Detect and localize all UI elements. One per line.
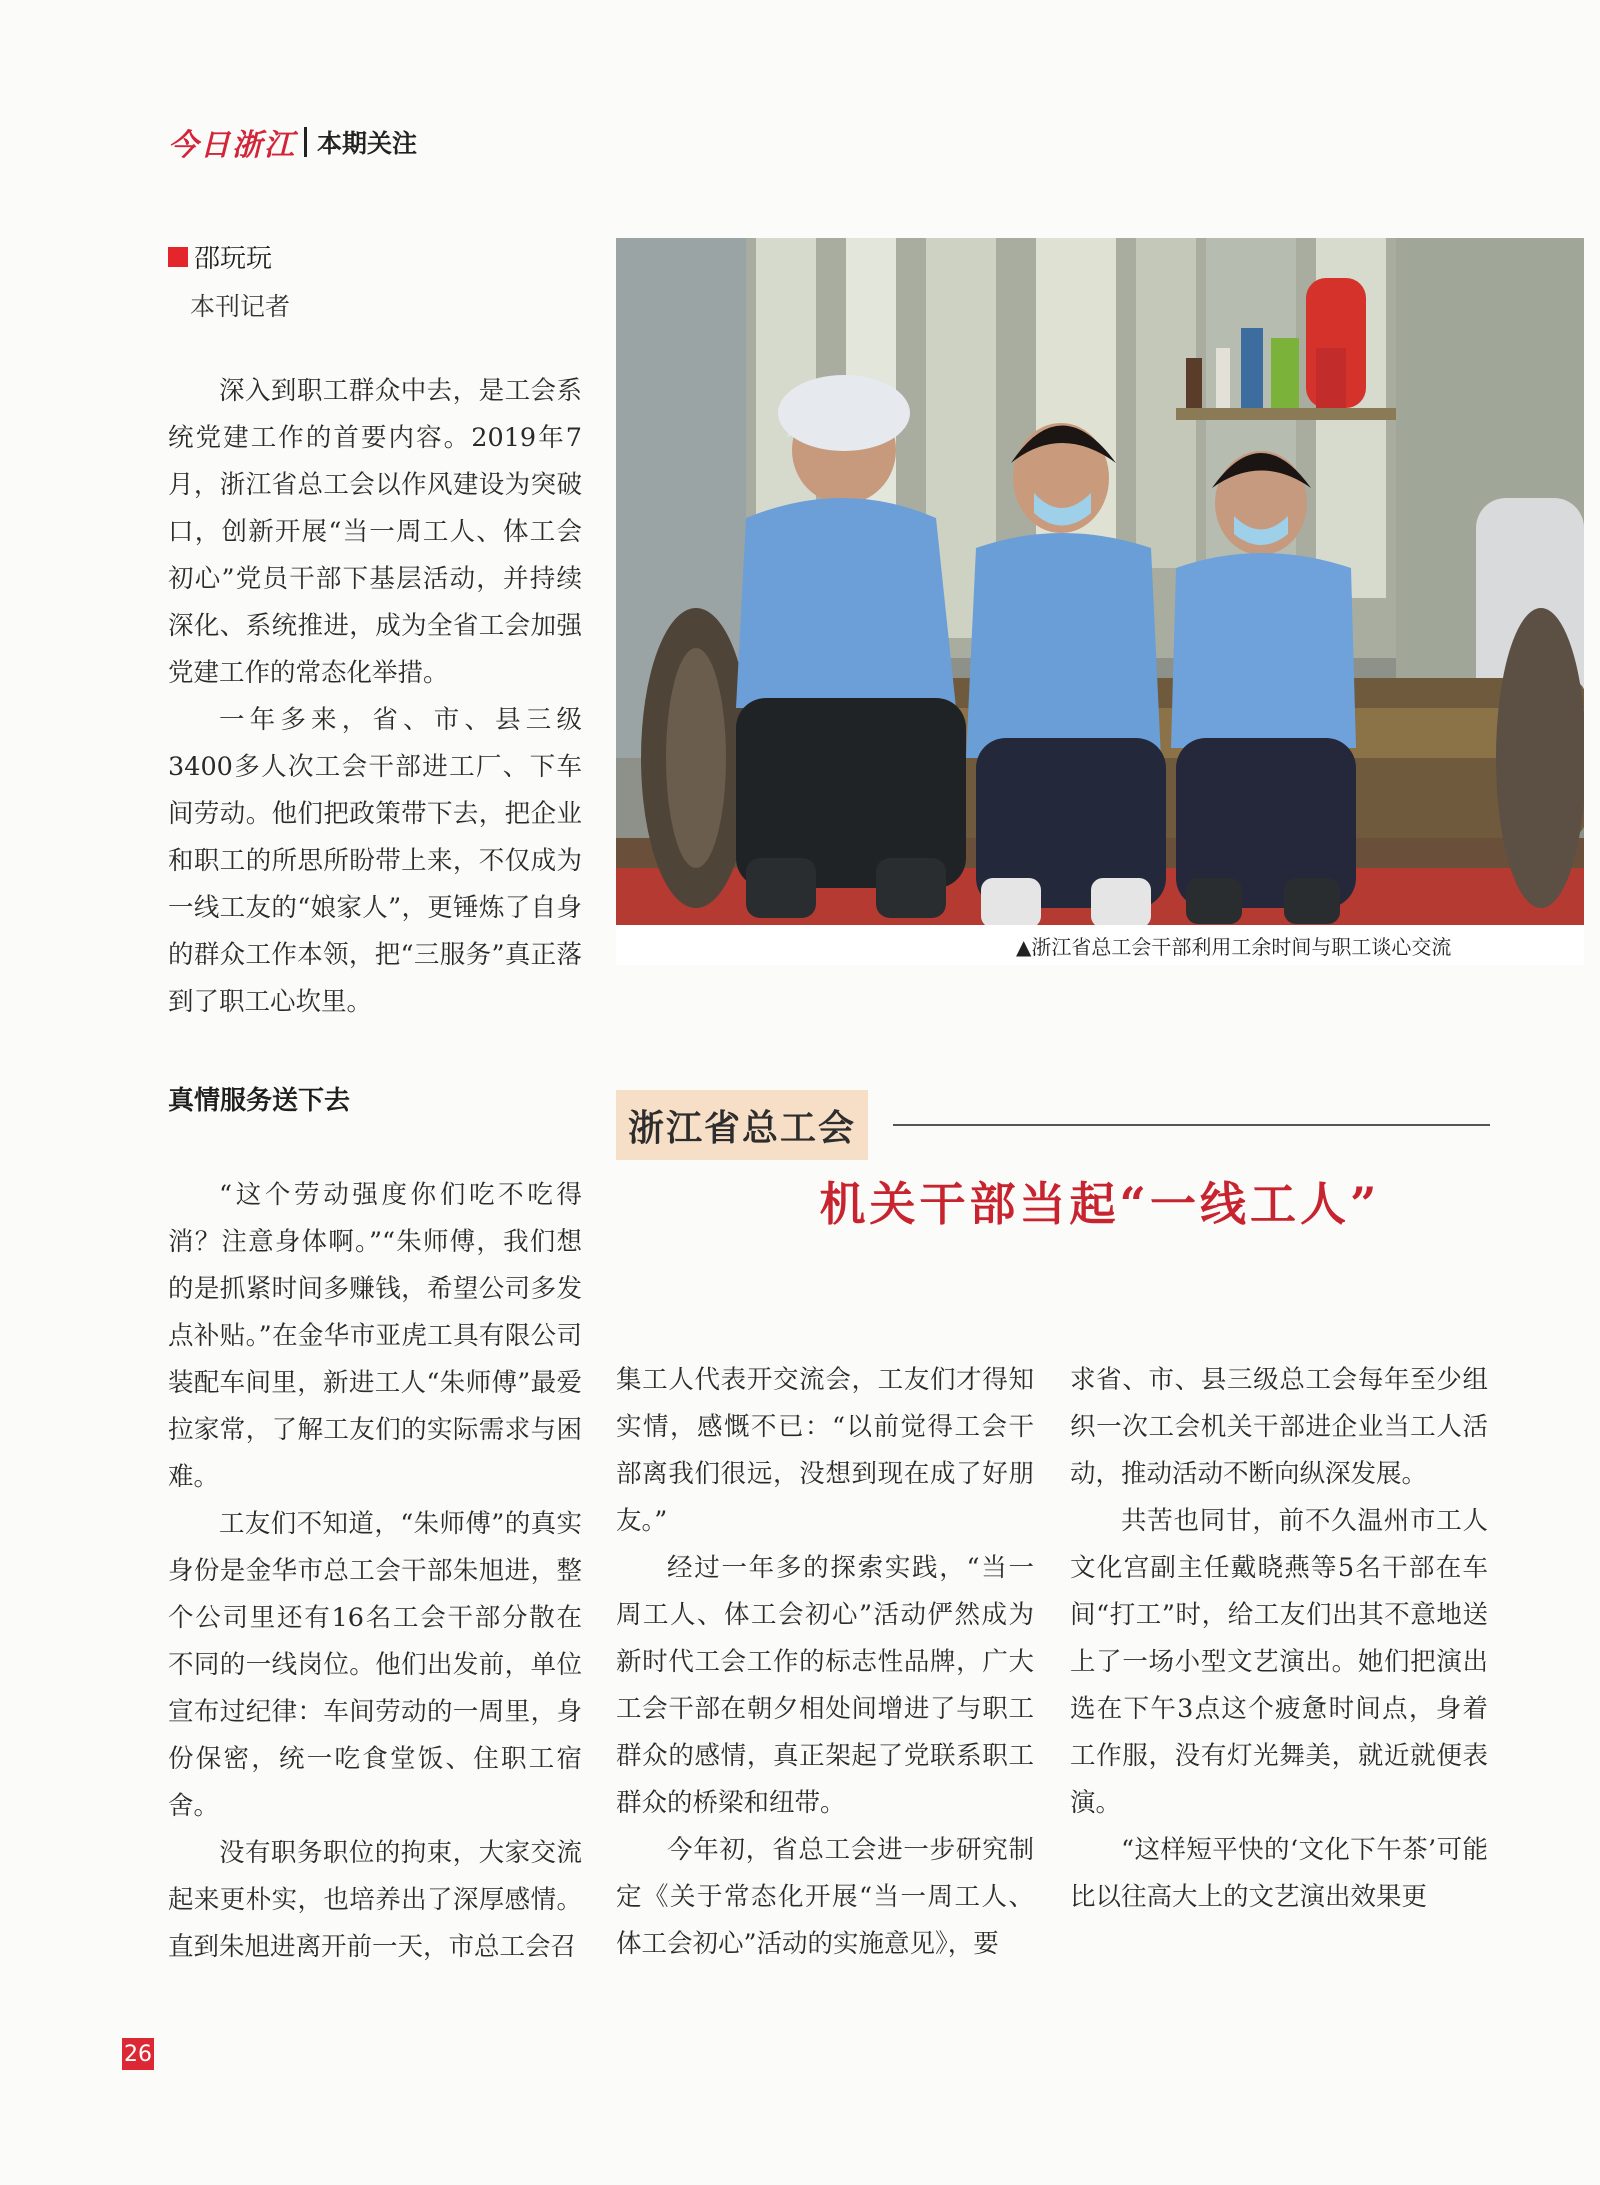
paragraph: 求省、市、县三级总工会每年至少组织一次工会机关干部进企业当工人活动，推动活动不断向纵深发展。 — [1070, 1365, 1488, 1489]
red-square-icon — [168, 247, 188, 267]
paragraph: 没有职务职位的拘束，大家交流起来更朴实，也培养出了深厚感情。直到朱旭进离开前一天，市总工会召 — [168, 1838, 582, 1962]
paragraph: 工友们不知道，“朱师傅”的真实身份是金华市总工会干部朱旭进，整个公司里还有16名工会干部分散在不同的一线岗位。他们出发前，单位宣布过纪律：车间劳动的一周里，身份保密，统一吃食堂饭、住职工宿舍。 — [168, 1509, 582, 1821]
paragraph: 经过一年多的探索实践，“当一周工人、体工会初心”活动俨然成为新时代工会工作的标志性品牌，广大工会干部在朝夕相处间增进了与职工群众的感情，真正架起了党联系职工群众的桥梁和纽带。 — [616, 1553, 1034, 1818]
photo-illustration — [616, 238, 1584, 965]
magazine-logo: 今日浙江 — [168, 128, 296, 163]
page-number: 26 — [122, 2038, 154, 2070]
photo-caption: ▲浙江省总工会干部利用工余时间与职工谈心交流 — [1016, 934, 1452, 959]
feature-photo — [616, 238, 1584, 965]
column-3 — [1070, 1357, 1488, 1921]
page-header — [168, 122, 417, 162]
article-headline: 机关干部当起“一线工人” — [819, 1177, 1381, 1231]
author-name: 邵玩玩 — [194, 244, 273, 274]
paragraph: “这个劳动强度你们吃不吃得消？注意身体啊。”“朱师傅，我们想的是抓紧时间多赚钱，希望公司多发点补贴。”在金华市亚虎工具有限公司装配车间里，新进工人“朱师傅”最爱拉家常，了解工友们的实际需求与困难。 — [168, 1180, 582, 1492]
column-1-top — [168, 368, 582, 1026]
column-2 — [616, 1357, 1034, 1968]
byline — [168, 238, 290, 323]
organization-tag-text: 浙江省总工会 — [628, 1107, 857, 1149]
paragraph: 共苦也同甘，前不久温州市工人文化宫副主任戴晓燕等5名干部在车间“打工”时，给工友们出其不意地送上了一场小型文艺演出。她们把演出选在下午3点这个疲惫时间点，身着工作服，没有灯光舞美，就近就便表演。 — [1070, 1506, 1488, 1818]
header-divider — [304, 127, 307, 157]
organization-tag — [616, 1090, 868, 1160]
photo-caption-band — [616, 925, 1584, 965]
paragraph: 一年多来，省、市、县三级3400多人次工会干部进工厂、下车间劳动。他们把政策带下去，把企业和职工的所思所盼带上来，不仅成为一线工友的“娘家人”，更锤炼了自身的群众工作本领，把“三服务”真正落到了职工心坎里。 — [168, 705, 582, 1017]
paragraph: “这样短平快的‘文化下午茶’可能比以往高大上的文艺演出效果更 — [1070, 1835, 1488, 1912]
tag-rule-line — [893, 1124, 1490, 1126]
section-subheading: 真情服务送下去 — [168, 1086, 351, 1116]
section-name: 本期关注 — [317, 129, 418, 158]
author-name-row — [168, 238, 290, 275]
author-role: 本刊记者 — [190, 292, 291, 321]
paragraph: 深入到职工群众中去，是工会系统党建工作的首要内容。2019年7月，浙江省总工会以作风建设为突破口，创新开展“当一周工人、体工会初心”党员干部下基层活动，并持续深化、系统推进，成为全省工会加强党建工作的常态化举措。 — [168, 376, 582, 688]
paragraph: 今年初，省总工会进一步研究制定《关于常态化开展“当一周工人、体工会初心”活动的实施意见》，要 — [616, 1835, 1034, 1959]
column-1-bottom — [168, 1172, 582, 1971]
paragraph: 集工人代表开交流会，工友们才得知实情，感慨不已：“以前觉得工会干部离我们很远，没想到现在成了好朋友。” — [616, 1365, 1034, 1536]
